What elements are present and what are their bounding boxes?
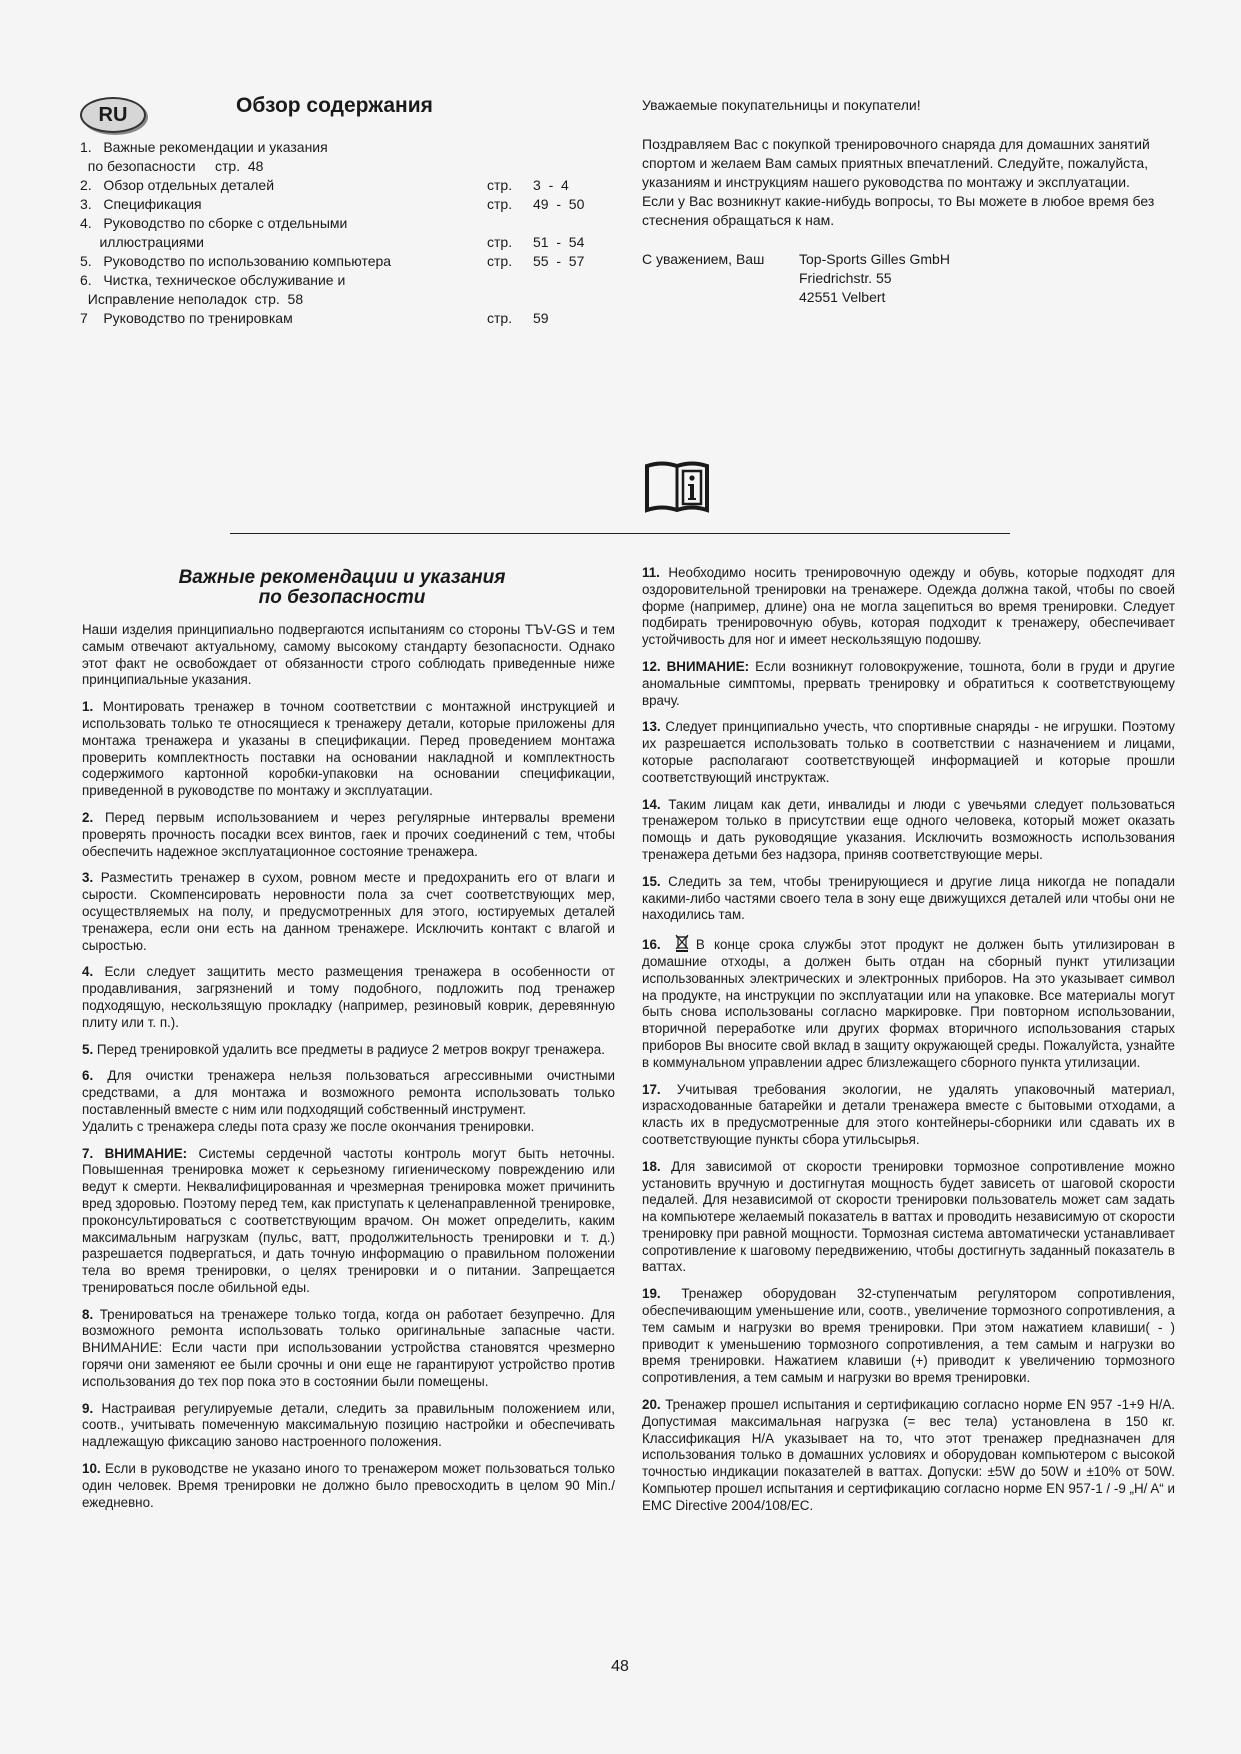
safety-item-number: 13. [642, 719, 661, 735]
safety-item-text: Для очистки тренажера нельзя пользоваться агрессивными очистными средствами, а для монтажа и возможного ремонта использовать только поставленный вместе с ним или подходящий собственный инструмент. [82, 1068, 615, 1117]
safety-item-number: 15. [642, 873, 661, 889]
safety-item-text: Следует принципиально учесть, что спортивные снаряды - не игрушки. Поэтому их разрешается использовать только в соответствии с назначением и лицами, которые располагают соответствующей информацией и которые прошли соответствующий инструктаж. [642, 719, 1175, 785]
safety-item-text: Если возникнут головокружение, тошнота, боли в груди и другие аномальные симптомы, прервать тренировку и обратиться к соответствующему врачу. [642, 658, 1175, 708]
safety-item [642, 1397, 1175, 1515]
greeting-body: Поздравляем Вас с покупкой тренировочного снаряда для домашних занятий спортом и желаем Вам самых приятных впечатлений. Следуйте, пожалуйста, указаниям и инструкциям нашего руководства по монтажу и эксплуатации. Если у Вас возникнут какие-нибудь вопросы, то Вы можете в любое время без стеснения обращаться к нам. [642, 136, 1155, 228]
toc-label: 3. Спецификация [80, 196, 202, 212]
safety-item-number: 19. [642, 1286, 661, 1302]
safety-item-text: Тренажер прошел испытания и сертификацию согласно норме EN 957 -1+9 H/A. Допустимая максимальная нагрузка (= вес тела) установлена в 150 кг. Классификация H/A указывает на то, что этот тренажер предназначен для использования только в домашних условиях и оборудован компьютером с высокой точностью индикации показателей в ваттах. Допуски: ±5W до 50W и ±10% от 50W. Компьютер прошел испытания и сертификацию согласно норме EN 957-1 / -9 „H/ A“ и EMC Directive 2004/108/EC. [642, 1397, 1175, 1513]
safety-item [82, 1119, 615, 1136]
safety-item-number: 18. [642, 1158, 661, 1174]
safety-item [82, 1401, 615, 1451]
toc-label: 6. Чистка, техническое обслуживание и [80, 272, 346, 288]
safety-item-warning: ВНИМАНИЕ: [104, 1145, 188, 1161]
toc-label: 4. Руководство по сборке с отдельными [80, 215, 348, 231]
toc-label: Исправление неполадок стр. 58 [80, 291, 304, 307]
company-name: Top-Sports Gilles GmbH [799, 251, 950, 267]
toc-page-range: 59 [533, 310, 549, 326]
safety-column-right [642, 565, 1175, 1525]
toc-label: 5. Руководство по использованию компьютера [80, 253, 392, 269]
toc-row [80, 233, 620, 252]
crossed-bin-icon [674, 934, 690, 952]
toc-row [80, 252, 620, 271]
safety-item-number: 12. [642, 658, 661, 674]
toc-title: Обзор содержания [236, 94, 433, 117]
company-city: 42551 Velbert [799, 289, 886, 305]
safety-item-number: 17. [642, 1081, 661, 1097]
safety-item [642, 1159, 1175, 1277]
safety-item-text: Разместить тренажер в сухом, ровном месте и предохранить его от влаги и сырости. Скомпенсировать неровности пола за счет соответствующих мер, осуществляемых на полу, и предусмотренных для этого, юстируемых деталей тренажера, если они есть на данном тренажере. Исключить контакт с влагой и сыростью. [82, 870, 615, 953]
safety-item-text: Тренироваться на тренажере только тогда, когда он работает безупречно. Для возможного ремонта использовать только оригинальные запасные части. ВНИМАНИЕ: Если части при использовании устройства становятся чрезмерно горячи они заменяют ее были срочны и они еще не гарантируют устройство против использования до тех пор пока это в состоянии были помещены. [82, 1306, 615, 1389]
safety-item [82, 1461, 615, 1511]
safety-item-text: Перед первым использованием и через регулярные интервалы времени проверять прочность посадки всех винтов, гаек и прочих соединений с тем, чтобы обеспечить надежное эксплуатационное состояние тренажера. [82, 809, 615, 859]
safety-item-text: В конце срока службы этот продукт не должен быть утилизирован в домашние отходы, а должен быть отдан на сборный пункт утилизации использованных электрических и электронных приборов. На это указывает символ на продукте, на инструкции по эксплуатации или на упаковке. Все материалы могут быть снова использованы согласно маркировке. При повторном использовании, вторичной переработке или других формах вторичного использования старых приборов Вы вносите свой вклад в защиту окружающей среды. Пожалуйста, узнайте в коммунальном управлении адрес близлежащего сборного пункта утилизации. [642, 937, 1175, 1070]
safety-item-text: Настраивая регулируемые детали, следить за правильным положением или, соотв., учитывать помеченную максимальную позицию настройки и обеспечивать надлежащую фиксацию заново настроенного положения. [82, 1400, 615, 1450]
safety-item [642, 565, 1175, 649]
safety-item-number: 3. [82, 870, 94, 886]
company-address [799, 250, 950, 307]
safety-item-text: Необходимо носить тренировочную одежду и обувь, которые подходят для оздоровительной тренировки на тренажере. Одежда должна такой, чтобы по своей форме (например, длине) она не могла зацепиться во время тренировки. Следует подбирать тренировочную обувь, которая подходит к тренажеру, обеспечивает устойчивость для ног и имеет нескользящую подошву. [642, 565, 1175, 648]
toc-page-range: 3 - 4 [533, 177, 569, 193]
toc-page-range: 49 - 50 [533, 196, 585, 212]
toc-row [80, 157, 620, 176]
toc-page-label: стр. [487, 310, 513, 326]
toc-page-label: стр. [487, 177, 513, 193]
info-book-icon [644, 460, 710, 519]
safety-intro: Наши изделия принципиально подвергаются испытаниям со стороны TЪV-GS и тем самым отвечают актуальному, самому высокому стандарту безопасности. Однако этот факт не освобождает от обязанности строго соблюдать приведенные ниже принципиальные указания. [82, 622, 615, 688]
toc-row [80, 138, 620, 157]
safety-item-number: 20. [642, 1397, 661, 1413]
safety-item-number: 9. [82, 1400, 94, 1416]
safety-item [82, 1307, 615, 1391]
toc-page-range: 51 - 54 [533, 234, 585, 250]
safety-item-warning: ВНИМАНИЕ: [666, 658, 750, 674]
safety-item-text: Тренажер оборудован 32-ступенчатым регулятором сопротивления, обеспечивающим уменьшение или, соотв., увеличение тормозного сопротивления, а тем самым и нагрузки во время тренировки. При этом нажатием клавиши( - ) приводит к уменьшению тормозного сопротивления, а тем самым и нагрузки во время тренировки. Нажатием клавиши (+) приводит к увеличению тормозного сопротивления, а тем самым и нагрузки во время тренировки. [642, 1286, 1175, 1386]
toc-row [80, 271, 620, 290]
safety-item-number: 16. [642, 937, 661, 953]
safety-item-number: 2. [82, 809, 94, 825]
safety-item [82, 1042, 615, 1059]
safety-item-number: 11. [642, 565, 660, 580]
language-badge: RU [80, 97, 146, 133]
signature-block [642, 250, 1162, 310]
safety-item-text: Монтировать тренажер в точном соответствии с монтажной инструкцией и использовать только те относящиеся к тренажеру детали, которые приложены для монтажа тренажера и указаны в спецификации. Перед проведением монтажа проверить комплектность поставки на основании накладной и комплектность содержимого картонной коробки-упаковки на основании спецификации, приведенной в руководстве по монтажу и эксплуатации. [82, 699, 615, 799]
safety-item-number: 10. [82, 1461, 101, 1477]
safety-item [642, 659, 1175, 709]
toc-page-label: стр. [487, 196, 513, 212]
safety-item [642, 934, 1175, 1071]
safety-item [642, 719, 1175, 786]
safety-item-number: 7. [82, 1145, 94, 1161]
safety-item [82, 810, 615, 860]
toc-page-label: стр. [487, 253, 513, 269]
greeting-salutation: Уважаемые покупательницы и покупатели! [642, 97, 921, 113]
safety-item-text: Если следует защитить место размещения тренажера в особенности от продавливания, загрязнений и тому подобного, подложить под тренажер подходящую, нескользящую прокладку (например, резиновый коврик, деревянную плиту или т. п.). [82, 964, 615, 1030]
safety-item-text: Таким лицам как дети, инвалиды и люди с увечьями следует пользоваться тренажером только в присутствии еще одного человека, который может оказать помощь и дать руководящие указания. Исключить возможность использования тренажера детьми без надзора, приняв соответствующие меры. [642, 796, 1175, 862]
safety-item-text: Следить за тем, чтобы тренирующиеся и другие лица никогда не попадали какими-либо частями своего тела в зону еще движущихся деталей или чтобы они не находились там. [642, 873, 1175, 923]
toc-page-range: 55 - 57 [533, 253, 585, 269]
toc-label: 1. Важные рекомендации и указания [80, 139, 328, 155]
safety-item-text: Если в руководстве не указано иного то тренажером может пользоваться только один человек. Время тренировки не должно было превосходить в целом 90 Min./ежедневно. [82, 1461, 615, 1510]
safety-title-line1: Важные рекомендации и указания [178, 567, 506, 588]
safety-item-number: 4. [82, 964, 94, 980]
greeting-block [642, 96, 1162, 310]
toc-label: по безопасности стр. 48 [80, 158, 264, 174]
safety-item [642, 797, 1175, 864]
safety-title-line2: по безопасности [258, 587, 426, 608]
company-street: Friedrichstr. 55 [799, 270, 892, 286]
toc-row [80, 309, 620, 328]
toc-row [80, 176, 620, 195]
toc-row [80, 290, 620, 309]
toc-label: 7 Руководство по тренировкам [80, 310, 293, 326]
table-of-contents [80, 138, 620, 328]
safety-column-left [82, 622, 615, 1521]
toc-row [80, 195, 620, 214]
greeting-closing: С уважением, Ваш [642, 251, 765, 267]
safety-item-text: Для зависимой от скорости тренировки тормозное сопротивление можно установить вручную и достигнутая мощность будет зависеть от шаговой скорости педалей. Для независимой от скорости тренировки пользователь может сам задать на компьютере желаемый показатель в ваттах и проводить независимую от скорости тренировку при равной мощности. Тормозная система автоматически устанавливает сопротивление к шаговому передвижению, чтобы достигнуть заданный показатель в ваттах. [642, 1158, 1175, 1275]
safety-item [82, 1146, 615, 1297]
safety-title [82, 568, 602, 608]
safety-item-text: Системы сердечной частоты контроль могут быть неточны. Повышенная тренировка может к серьезному гигиеническому повреждению или ведут к смерти. Неквалифицированная и чрезмерная тренировка может причинить вред здоровью. Поэтому перед тем, как приступать к целенаправленной тренировке, проконсультироваться с соответствующим врачом. Он может определить, каким максимальным нагрузкам (пульс, ватт, продолжительность тренировки и т. д.) разрешается подвергаться, и дать точную информацию о правильном положении тела во время тренировки, о целях тренировки и о питании. Запрещается тренироваться после обильной еды. [82, 1145, 615, 1295]
safety-item [642, 1286, 1175, 1387]
safety-item [82, 870, 615, 954]
toc-label: 2. Обзор отдельных деталей [80, 177, 275, 193]
section-divider [230, 533, 1010, 534]
toc-page-label: стр. [487, 234, 513, 250]
toc-row [80, 214, 620, 233]
safety-item [82, 964, 615, 1031]
safety-item-number: 14. [642, 796, 661, 812]
safety-item-number: 8. [82, 1306, 94, 1322]
safety-item-text: Перед тренировкой удалить все предметы в радиусе 2 метров вокруг тренажера. [96, 1041, 605, 1057]
safety-item [82, 699, 615, 800]
toc-label: иллюстрациями [80, 234, 204, 250]
safety-item-number: 5. [82, 1041, 94, 1057]
safety-item [642, 874, 1175, 924]
safety-item-text: Удалить с тренажера следы пота сразу же после окончания тренировки. [82, 1118, 535, 1134]
safety-item-number: 1. [82, 699, 94, 715]
safety-item [642, 1082, 1175, 1149]
safety-item-text: Учитывая требования экологии, не удалять упаковочный материал, израсходованные батарейки и детали тренажера вместе с бытовыми отходами, а класть их в предусмотренные для этого контейнеры-сборники или сдавать их в соответствующие пункты сбора утильсырья. [642, 1081, 1175, 1147]
safety-item [82, 1068, 615, 1118]
page-number: 48 [611, 1658, 629, 1675]
safety-item-number: 6. [82, 1068, 94, 1084]
